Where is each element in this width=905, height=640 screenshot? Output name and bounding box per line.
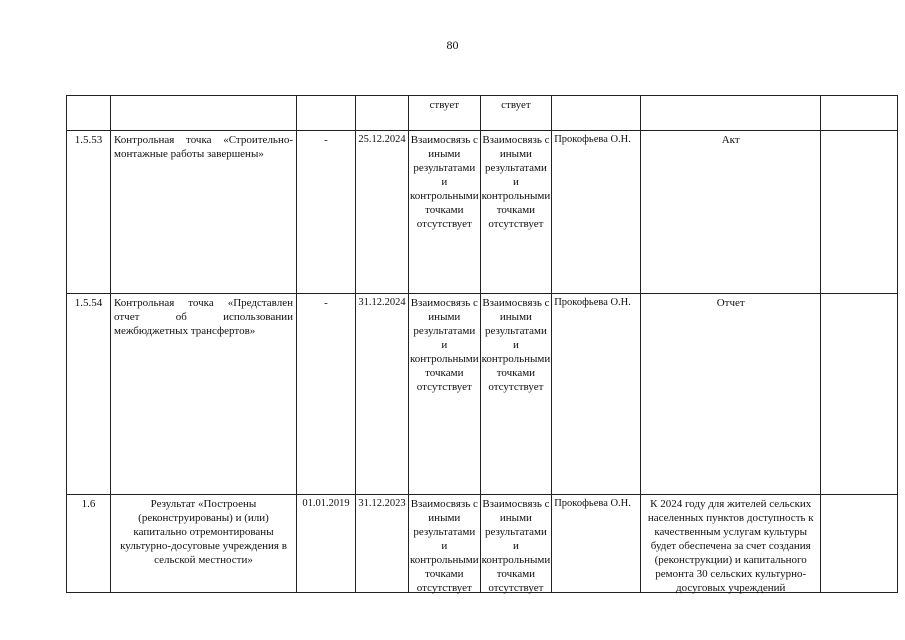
table-row-continuation	[67, 96, 898, 131]
cell-num: 1.5.53	[67, 131, 111, 294]
cell-responsible	[552, 96, 641, 131]
cell-relation-1	[409, 131, 481, 294]
cell-extra	[821, 96, 898, 131]
cell-end: 31.12.2024	[356, 294, 409, 495]
cell-responsible: Прокофьева О.Н.	[552, 294, 641, 495]
cell-start: 01.01.2019	[297, 495, 356, 593]
table-row	[67, 294, 898, 495]
table-row	[67, 495, 898, 593]
cell-extra	[821, 294, 898, 495]
plan-table	[66, 95, 898, 593]
cell-relation-1: ствует	[409, 96, 481, 131]
cell-name: Результат «Построены (реконструированы) и (или) капитально отремонтированы культурно-досуговые учреждения в сельской местности»	[111, 495, 297, 593]
table-row	[67, 131, 898, 294]
cell-end: 31.12.2023	[356, 495, 409, 593]
cell-name: Контрольная точка «Строительно-монтажные работы завершены»	[111, 131, 297, 294]
cell-document: Отчет	[641, 294, 821, 495]
relation-text: Взаимосвязь с иными результатами и контрольными точками отсутствует	[481, 297, 551, 393]
document-text: К 2024 году для жителей сельских населенных пунктов доступность к качественным услугам культуры будет обеспечена за счет создания (реконструкции) и капитального ремонта 30 сельских культурно-досуговых учреждений	[647, 498, 814, 594]
cell-responsible: Прокофьева О.Н.	[552, 131, 641, 294]
cell-relation-1	[409, 294, 481, 495]
cell-relation-2	[480, 294, 552, 495]
cell-relation-1	[409, 495, 481, 593]
cell-num	[67, 96, 111, 131]
cell-document	[641, 495, 821, 593]
cell-num: 1.6	[67, 495, 111, 593]
cell-name: Контрольная точка «Представлен отчет об использовании межбюджетных трансфертов»	[111, 294, 297, 495]
cell-relation-2	[480, 131, 552, 294]
relation-text: Взаимосвязь с иными результатами и контрольными точками отсутствует	[410, 498, 479, 594]
cell-end	[356, 96, 409, 131]
cell-extra	[821, 495, 898, 593]
relation-text: Взаимосвязь с иными результатами и контрольными точками отсутствует	[410, 134, 479, 230]
cell-end: 25.12.2024	[356, 131, 409, 294]
cell-start: -	[297, 131, 356, 294]
cell-start	[297, 96, 356, 131]
cell-start: -	[297, 294, 356, 495]
relation-text: Взаимосвязь с иными результатами и контрольными точками отсутствует	[481, 134, 551, 230]
cell-num: 1.5.54	[67, 294, 111, 495]
cell-relation-2: ствует	[480, 96, 552, 131]
cell-name	[111, 96, 297, 131]
relation-text: Взаимосвязь с иными результатами и контрольными точками отсутствует	[481, 498, 551, 594]
page-number: 80	[446, 38, 459, 52]
cell-document	[641, 96, 821, 131]
cell-extra	[821, 131, 898, 294]
cell-relation-2	[480, 495, 552, 593]
cell-document: Акт	[641, 131, 821, 294]
cell-responsible: Прокофьева О.Н.	[552, 495, 641, 593]
relation-text: Взаимосвязь с иными результатами и контрольными точками отсутствует	[410, 297, 479, 393]
